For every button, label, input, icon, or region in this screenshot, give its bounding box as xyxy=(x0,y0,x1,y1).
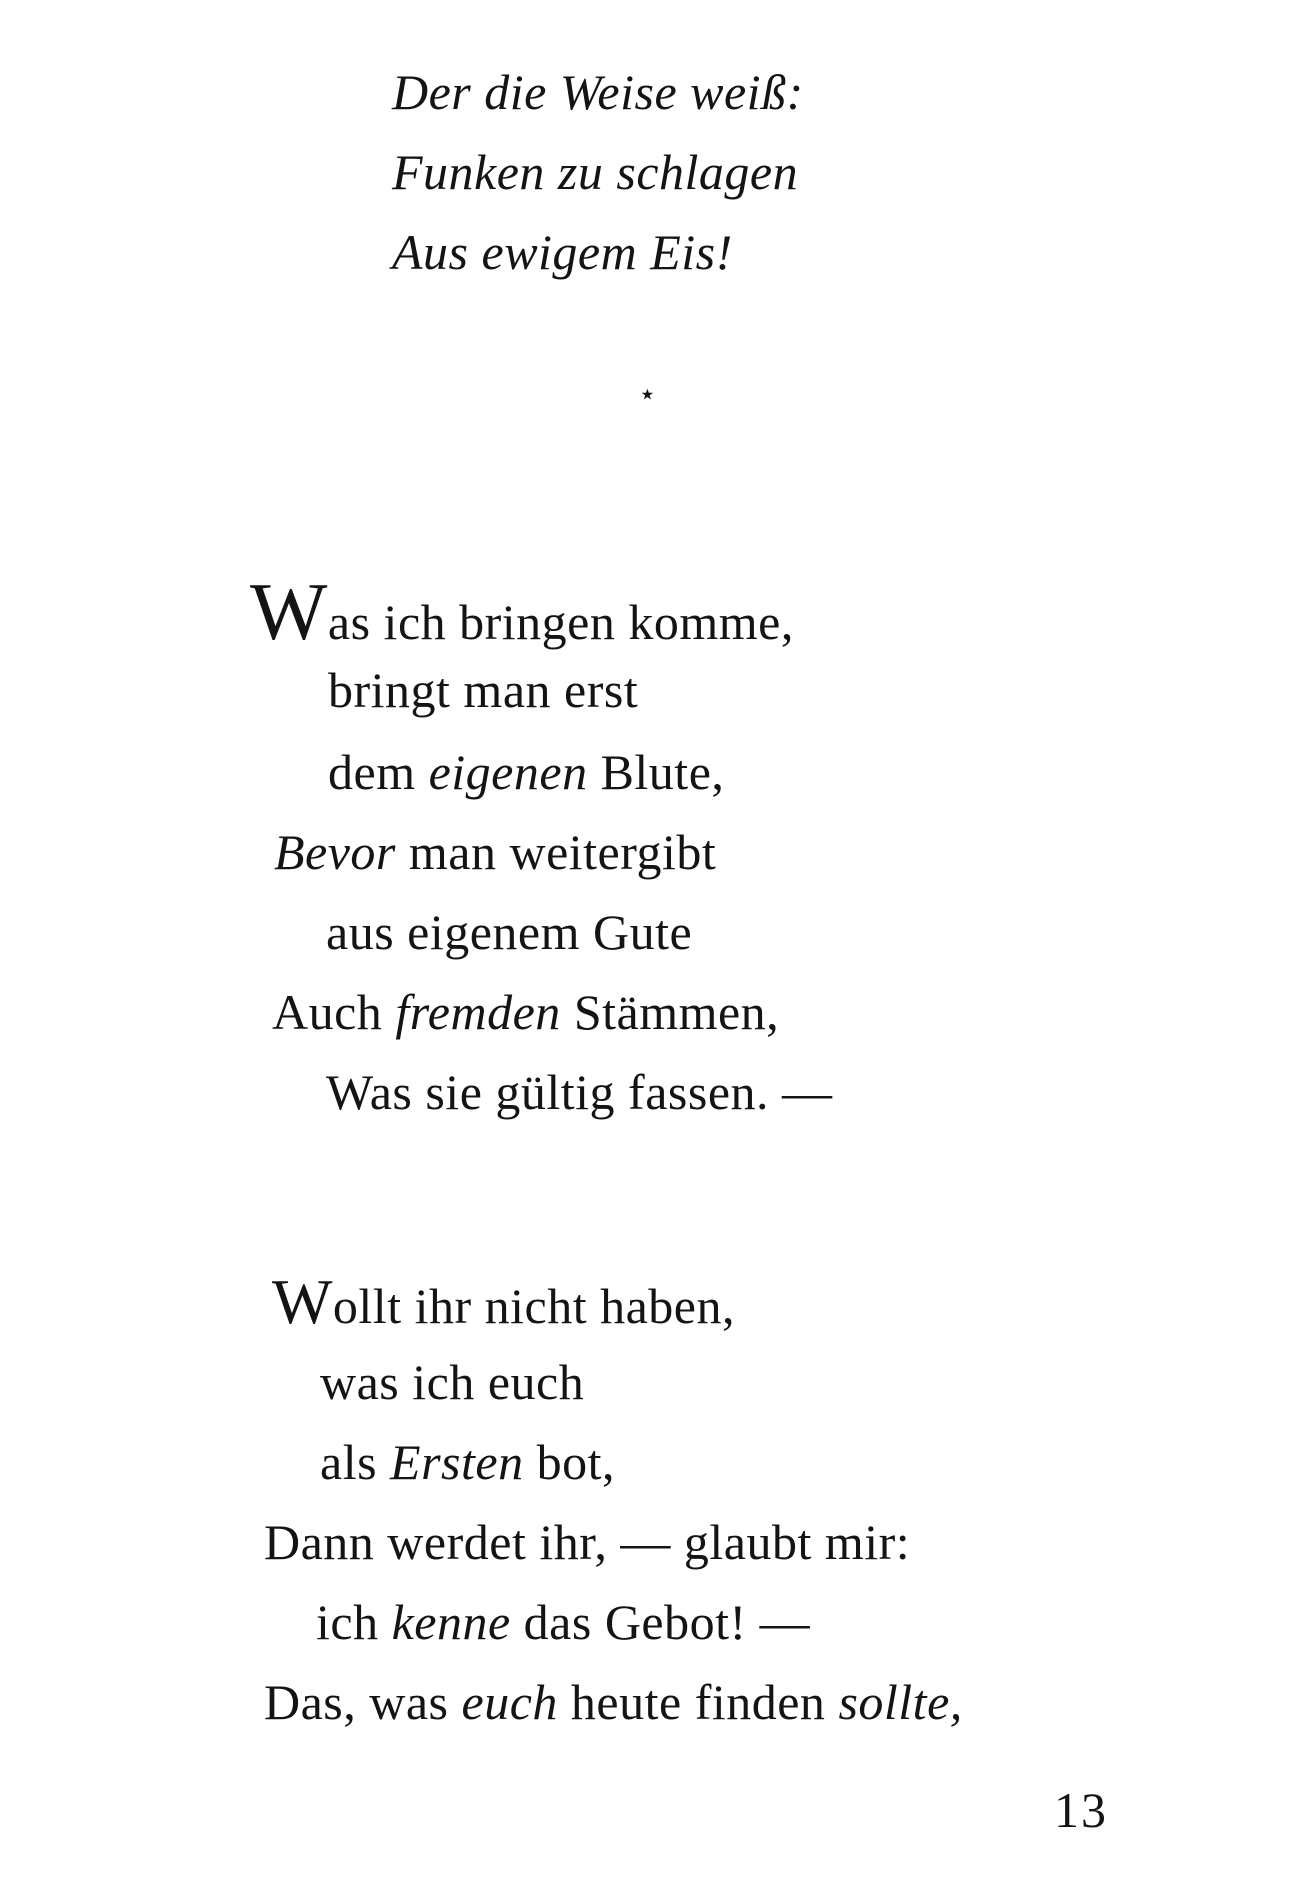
poem-line: was ich euch xyxy=(320,1354,585,1410)
poem-line xyxy=(264,1672,963,1732)
poem-line: Der die Weise weiß: xyxy=(392,64,804,120)
line-text: bot, xyxy=(523,1434,615,1490)
poem-line: aus eigenem Gute xyxy=(326,904,693,960)
drop-initial: W xyxy=(250,566,328,657)
emphasis-text: fremden xyxy=(395,984,561,1040)
line-text: Blute, xyxy=(587,744,725,800)
emphasis-text: Bevor xyxy=(274,824,396,880)
poem-line xyxy=(272,982,779,1042)
line-text: ollt ihr nicht haben, xyxy=(332,1278,735,1334)
line-text: man weitergibt xyxy=(395,824,717,880)
emphasis-text: Ersten xyxy=(390,1434,524,1490)
line-text: as ich bringen komme, xyxy=(327,594,794,650)
line-text: das Gebot! — xyxy=(510,1594,811,1650)
line-text: ich xyxy=(316,1594,392,1650)
poem-line xyxy=(328,742,724,802)
poem-line: bringt man erst xyxy=(328,662,639,718)
poem-line xyxy=(250,566,794,657)
line-text: heute finden xyxy=(557,1674,839,1730)
poem-line xyxy=(320,1432,615,1492)
poem-line: Dann werdet ihr, — glaubt mir: xyxy=(264,1514,911,1570)
line-text: dem xyxy=(328,744,429,800)
emphasis-text: eigenen xyxy=(428,744,588,800)
emphasis-text: sollte, xyxy=(838,1674,963,1730)
poem-line: Aus ewigem Eis! xyxy=(392,224,733,280)
line-text: Das, was xyxy=(264,1674,462,1730)
emphasis-text: euch xyxy=(461,1674,558,1730)
poem-line: Was sie gültig fassen. — xyxy=(326,1064,833,1120)
page-number: 13 xyxy=(1054,1782,1108,1838)
line-text: Auch xyxy=(272,984,396,1040)
line-text: Stämmen, xyxy=(560,984,780,1040)
star-icon: ⋆ xyxy=(638,378,657,411)
poem-line: Funken zu schlagen xyxy=(392,144,799,200)
poem-line xyxy=(316,1592,810,1652)
drop-initial: W xyxy=(272,1266,333,1337)
poem-line xyxy=(272,1266,735,1337)
emphasis-text: kenne xyxy=(391,1594,511,1650)
line-text: als xyxy=(320,1434,391,1490)
poem-line xyxy=(274,822,716,882)
